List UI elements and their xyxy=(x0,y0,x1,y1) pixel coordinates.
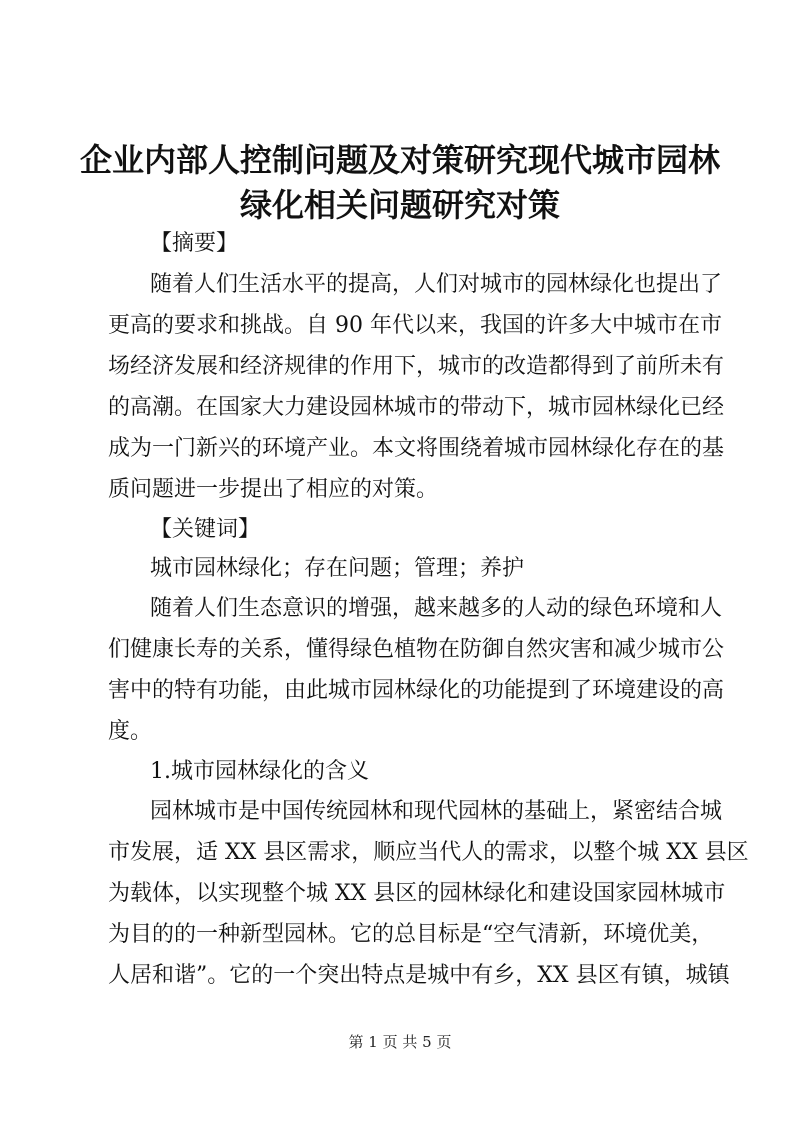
abstract-line: 场经济发展和经济规律的作用下，城市的改造都得到了前所未有 xyxy=(108,354,725,379)
document-title-line-2: 绿化相关问题研究对策 xyxy=(239,186,560,224)
section-1-heading: 1.城市园林绿化的含义 xyxy=(150,759,369,784)
intro-line: 度。 xyxy=(108,719,153,744)
intro-line: 害中的特有功能，由此城市园林绿化的功能提到了环境建设的高 xyxy=(108,678,725,703)
abstract-line: 成为一门新兴的环境产业。本文将围绕着城市园林绿化存在的基 xyxy=(108,436,725,461)
abstract-line: 质问题进一步提出了相应的对策。 xyxy=(108,477,439,502)
intro-line: 随着人们生态意识的增强，越来越多的人动的绿色环境和人 xyxy=(150,596,723,621)
abstract-heading: 【摘要】 xyxy=(150,231,239,256)
keywords-heading: 【关键词】 xyxy=(150,517,261,542)
intro-line: 们健康长寿的关系，懂得绿色植物在防御自然灾害和减少城市公 xyxy=(108,637,725,662)
abstract-line: 的高潮。在国家大力建设园林城市的带动下，城市园林绿化已经 xyxy=(108,395,725,420)
document-title-line-1: 企业内部人控制问题及对策研究现代城市园林 xyxy=(79,141,720,179)
section-1-line: 为目的的一种新型园林。它的总目标是“空气清新，环境优美， xyxy=(108,922,714,947)
section-1-line: 园林城市是中国传统园林和现代园林的基础上，紧密结合城 xyxy=(150,799,723,824)
page-indicator: 第 1 页 共 5 页 xyxy=(348,1033,452,1051)
section-1-line: 市发展，适 XX 县区需求，顺应当代人的需求，以整个城 XX 县区 xyxy=(108,840,749,865)
abstract-line: 随着人们生活水平的提高，人们对城市的园林绿化也提出了 xyxy=(150,272,723,297)
abstract-line: 更高的要求和挑战。自 90 年代以来，我国的许多大中城市在市 xyxy=(108,313,722,338)
section-1-line: 人居和谐”。它的一个突出特点是城中有乡，XX 县区有镇，城镇 xyxy=(108,963,730,988)
keywords-line: 城市园林绿化；存在问题；管理；养护 xyxy=(150,556,525,581)
section-1-line: 为载体，以实现整个城 XX 县区的园林绿化和建设国家园林城市 xyxy=(108,881,726,906)
